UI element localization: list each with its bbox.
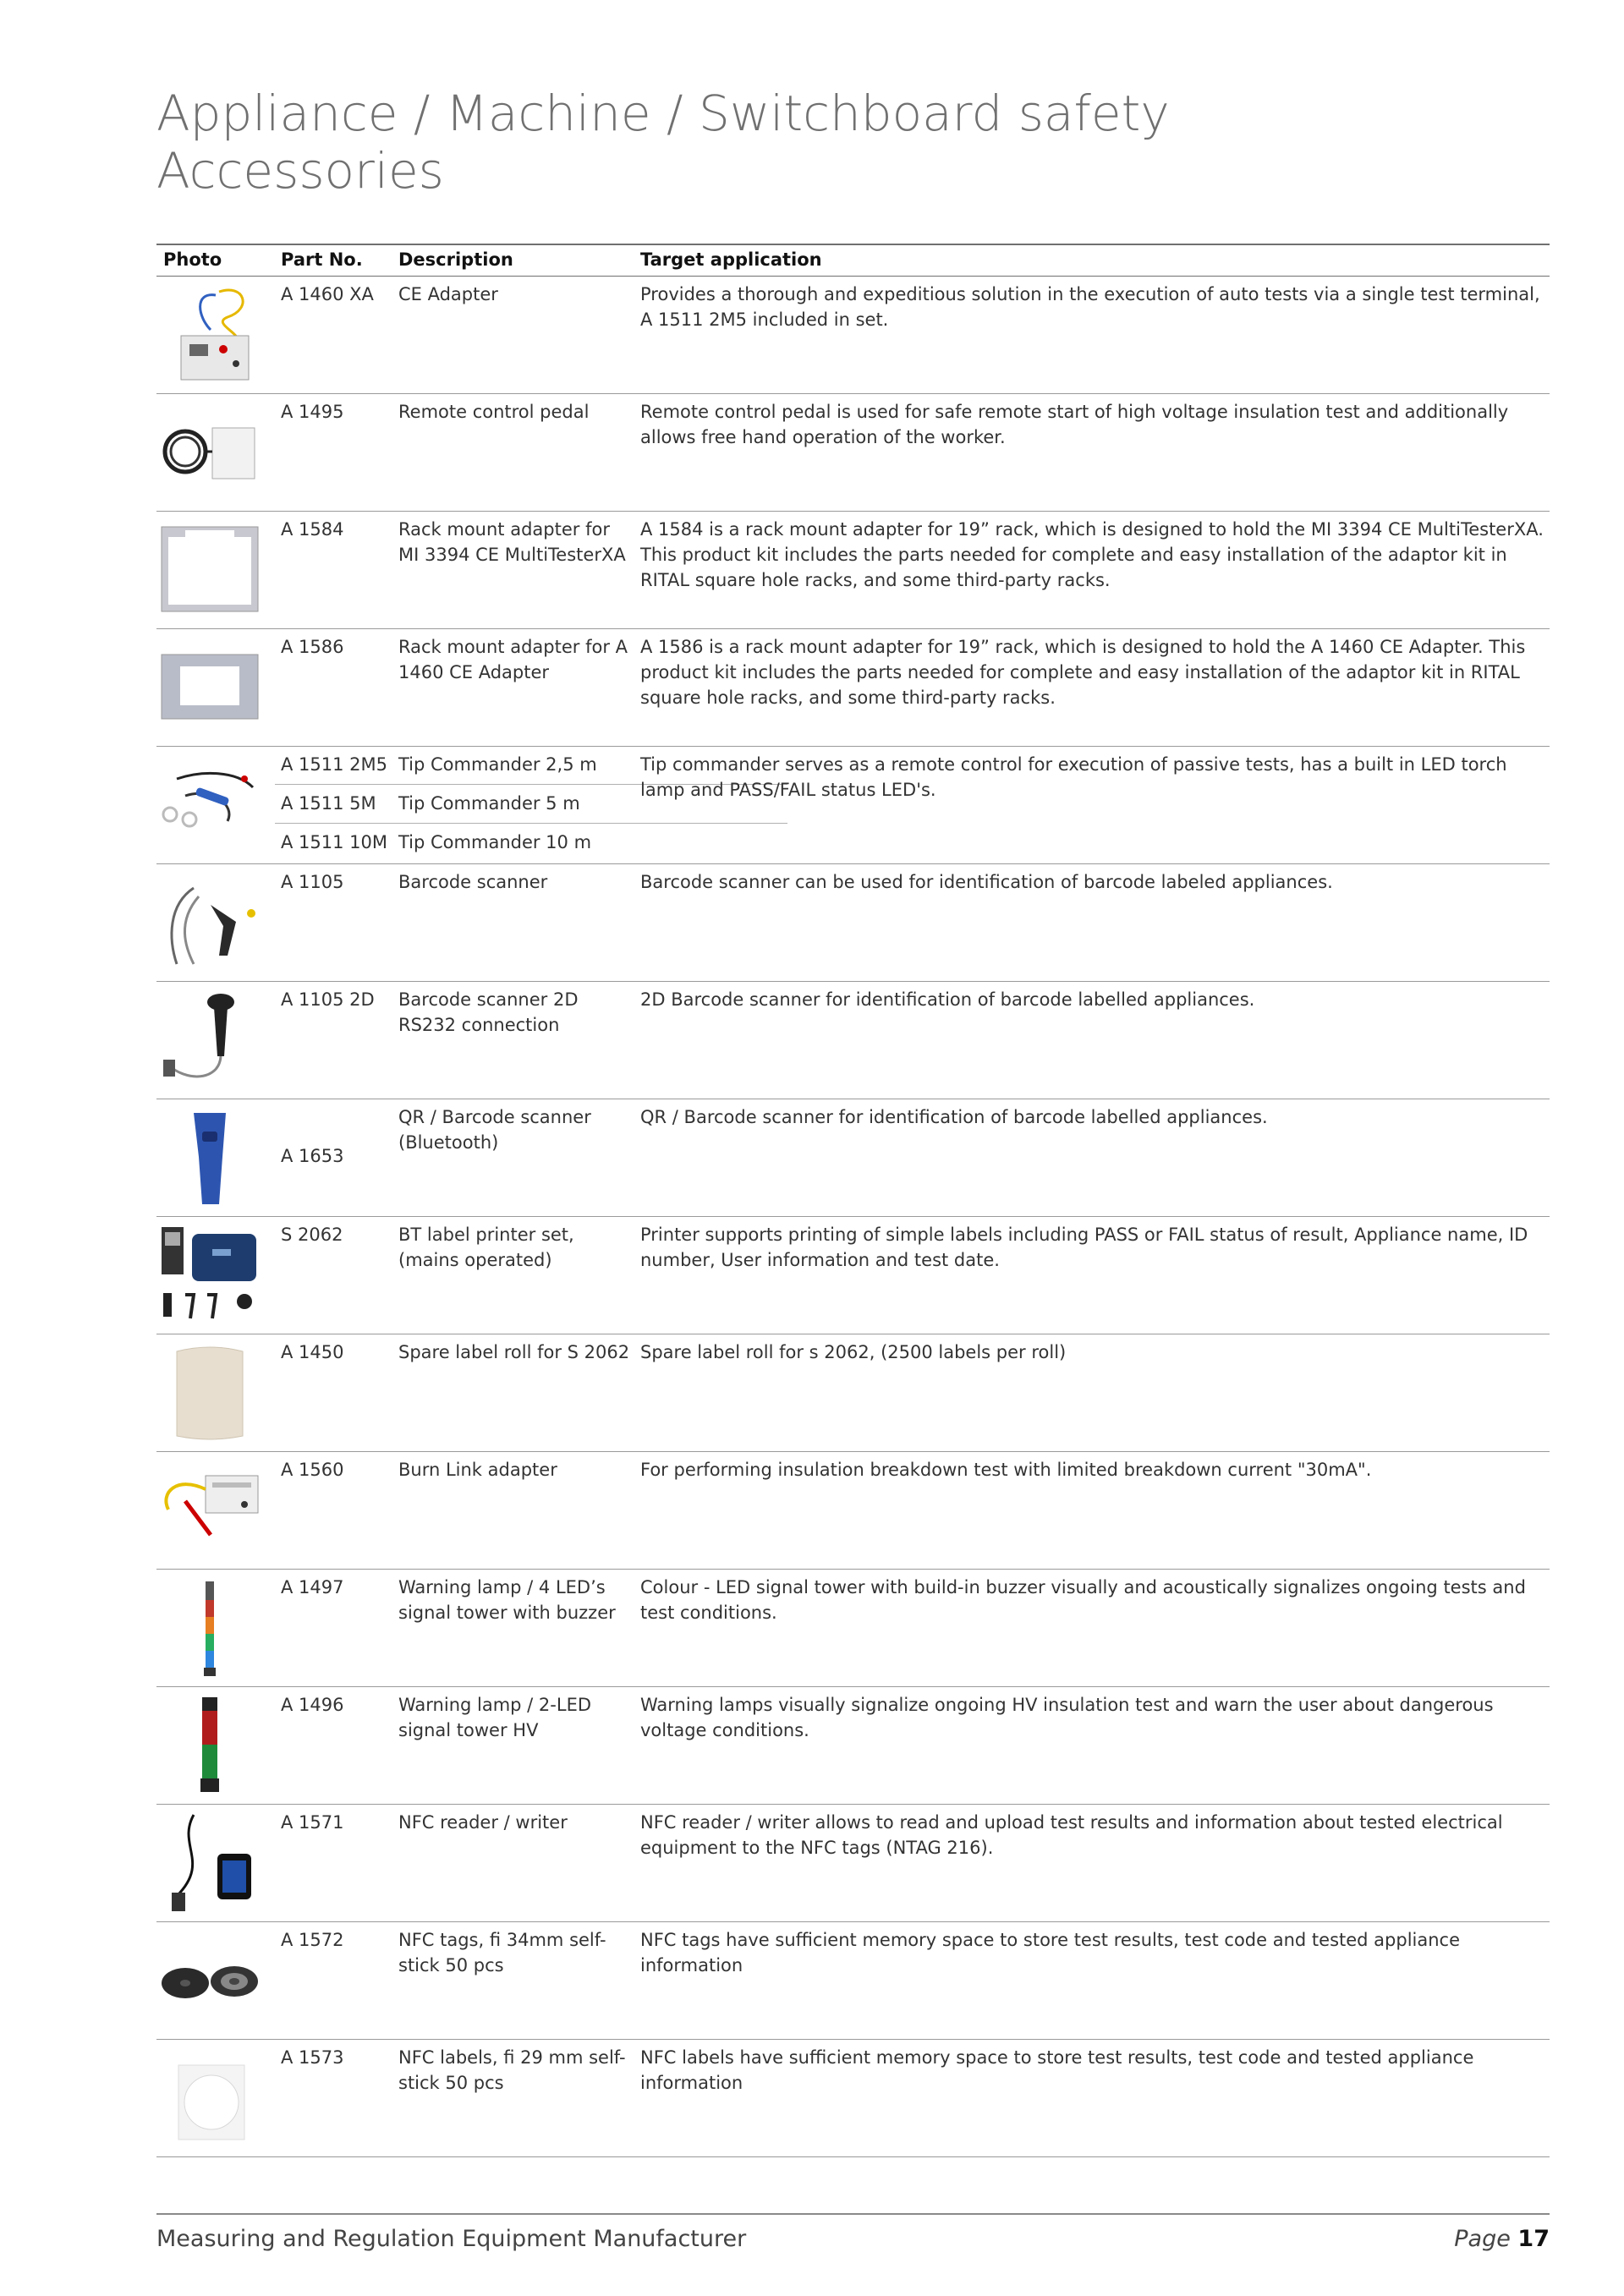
part-number: A 1571 (281, 1812, 344, 1833)
part-number: A 1572 (281, 1930, 344, 1950)
page-number-value: 17 (1517, 2226, 1550, 2252)
description: Tip Commander 2,5 m (398, 754, 597, 775)
description: Remote control pedal (398, 402, 590, 422)
description: Warning lamp / 4 LED’s signal tower with buzzer (398, 1577, 616, 1623)
table-row (156, 1099, 1550, 1217)
part-number: A 1573 (281, 2047, 344, 2068)
header-description: Description (398, 249, 513, 270)
part-number: A 1497 (281, 1577, 344, 1597)
description: CE Adapter (398, 284, 498, 304)
target-application: Barcode scanner can be used for identification of barcode labeled appliances. (640, 872, 1333, 892)
page-label: Page (1454, 2226, 1511, 2252)
description: NFC reader / writer (398, 1812, 568, 1833)
part-number: A 1560 (281, 1460, 344, 1480)
description: Burn Link adapter (398, 1460, 557, 1480)
table-row (156, 982, 1550, 1099)
header-photo: Photo (163, 249, 222, 270)
description: Warning lamp / 2-LED signal tower HV (398, 1695, 592, 1740)
description: NFC tags, fi 34mm self-stick 50 pcs (398, 1930, 606, 1975)
part-number: A 1586 (281, 637, 344, 657)
part-number: A 1495 (281, 402, 344, 422)
table-row (156, 1570, 1550, 1687)
signal-tower-2-photo (160, 1694, 260, 1797)
part-number: A 1496 (281, 1695, 344, 1715)
nfc-labels-photo (160, 2047, 260, 2150)
footer-company: Measuring and Regulation Equipment Manufacturer (156, 2226, 747, 2252)
part-number: A 1653 (281, 1146, 344, 1166)
nfc-reader-photo (160, 1811, 260, 1915)
part-number: A 1511 2M5 (281, 754, 387, 775)
table-row (156, 864, 1550, 982)
rack-adapter-photo (160, 518, 260, 622)
description: Rack mount adapter for A 1460 CE Adapter (398, 637, 628, 682)
table-row (156, 2040, 1550, 2157)
signal-tower-4-photo (160, 1576, 260, 1680)
table-row (156, 1922, 1550, 2040)
target-application: For performing insulation breakdown test with limited breakdown current "30mA". (640, 1460, 1372, 1480)
pedal-photo (160, 401, 260, 504)
table-row (156, 629, 1550, 747)
target-application: Tip commander serves as a remote control for execution of passive tests, has a built in LED torch lamp and PASS/FAIL status LED's. (640, 754, 1507, 800)
target-application: NFC tags have sufficient memory space to store test results, test code and tested appliance information (640, 1930, 1461, 1975)
barcode-2d-photo (160, 989, 260, 1092)
target-application: Spare label roll for s 2062, (2500 labels per roll) (640, 1342, 1067, 1362)
tip-commander-photo (160, 753, 260, 857)
table-header (156, 244, 1550, 277)
ce-adapter-photo (160, 283, 260, 386)
printer-set-photo (160, 1224, 260, 1327)
table-row (156, 277, 1550, 394)
description: NFC labels, fi 29 mm self-stick 50 pcs (398, 2047, 626, 2093)
sub-row-divider (275, 823, 787, 824)
target-application: A 1584 is a rack mount adapter for 19” rack, which is designed to hold the MI 3394 CE MultiTesterXA. This product kit includes the parts needed for complete and easy installation of the adaptor kit in RITAL square hole racks, and some third-party racks. (640, 519, 1544, 590)
description: BT label printer set, (mains operated) (398, 1225, 574, 1270)
part-number: S 2062 (281, 1225, 343, 1245)
table-row (156, 1217, 1550, 1334)
description: Rack mount adapter for MI 3394 CE MultiTesterXA (398, 519, 626, 565)
target-application: Remote control pedal is used for safe remote start of high voltage insulation test and additionally allows free hand operation of the worker. (640, 402, 1509, 447)
part-number: A 1511 5M (281, 793, 376, 814)
title-line-1: Appliance / Machine / Switchboard safety (156, 85, 1170, 142)
target-application: NFC reader / writer allows to read and upload test results and information about tested electrical equipment to the NFC tags (NTAG 216). (640, 1812, 1503, 1858)
part-number: A 1511 10M (281, 832, 387, 852)
table-row (156, 1687, 1550, 1805)
target-application: Colour - LED signal tower with build-in buzzer visually and acoustically signalizes ongoing tests and test conditions. (640, 1577, 1526, 1623)
table-row (156, 1452, 1550, 1570)
target-application: 2D Barcode scanner for identification of barcode labelled appliances. (640, 989, 1255, 1010)
barcode-scanner-photo (160, 871, 260, 974)
table-row (156, 1805, 1550, 1922)
description: Barcode scanner 2D RS232 connection (398, 989, 579, 1035)
label-roll-photo (160, 1341, 260, 1444)
part-number: A 1105 (281, 872, 344, 892)
target-application: Printer supports printing of simple labels including PASS or FAIL status of result, Appliance name, ID number, User information and test date. (640, 1225, 1528, 1270)
description: Barcode scanner (398, 872, 548, 892)
rack-adapter-small-photo (160, 636, 260, 739)
page-number (1454, 2226, 1550, 2252)
footer-divider (156, 2213, 1550, 2215)
table-row (156, 512, 1550, 629)
table-row (156, 1334, 1550, 1452)
description: Tip Commander 10 m (398, 832, 592, 852)
table-row (156, 394, 1550, 512)
description: Spare label roll for S 2062 (398, 1342, 630, 1362)
target-application: Warning lamps visually signalize ongoing HV insulation test and warn the user about dangerous voltage conditions. (640, 1695, 1494, 1740)
header-part-no: Part No. (281, 249, 363, 270)
description: Tip Commander 5 m (398, 793, 580, 814)
header-target-application: Target application (640, 249, 822, 270)
table-row (156, 747, 1550, 864)
accessories-table (156, 244, 1550, 2157)
target-application: Provides a thorough and expeditious solution in the execution of auto tests via a single test terminal, A 1511 2M5 included in set. (640, 284, 1540, 330)
title-line-2: Accessories (156, 142, 444, 200)
part-number: A 1460 XA (281, 284, 374, 304)
target-application: A 1586 is a rack mount adapter for 19” rack, which is designed to hold the A 1460 CE Adapter. This product kit includes the parts needed for complete and easy installation of the adaptor kit in RITAL square hole racks, and some third-party racks. (640, 637, 1526, 708)
qr-scanner-photo (160, 1106, 260, 1209)
description: QR / Barcode scanner (Bluetooth) (398, 1107, 591, 1153)
burn-link-photo (160, 1459, 260, 1562)
part-number: A 1584 (281, 519, 344, 540)
page-title (156, 85, 1425, 200)
target-application: QR / Barcode scanner for identification of barcode labelled appliances. (640, 1107, 1268, 1127)
part-number: A 1105 2D (281, 989, 375, 1010)
target-application: NFC labels have sufficient memory space to store test results, test code and tested appliance information (640, 2047, 1474, 2093)
nfc-tags-photo (160, 1929, 260, 2032)
part-number: A 1450 (281, 1342, 344, 1362)
